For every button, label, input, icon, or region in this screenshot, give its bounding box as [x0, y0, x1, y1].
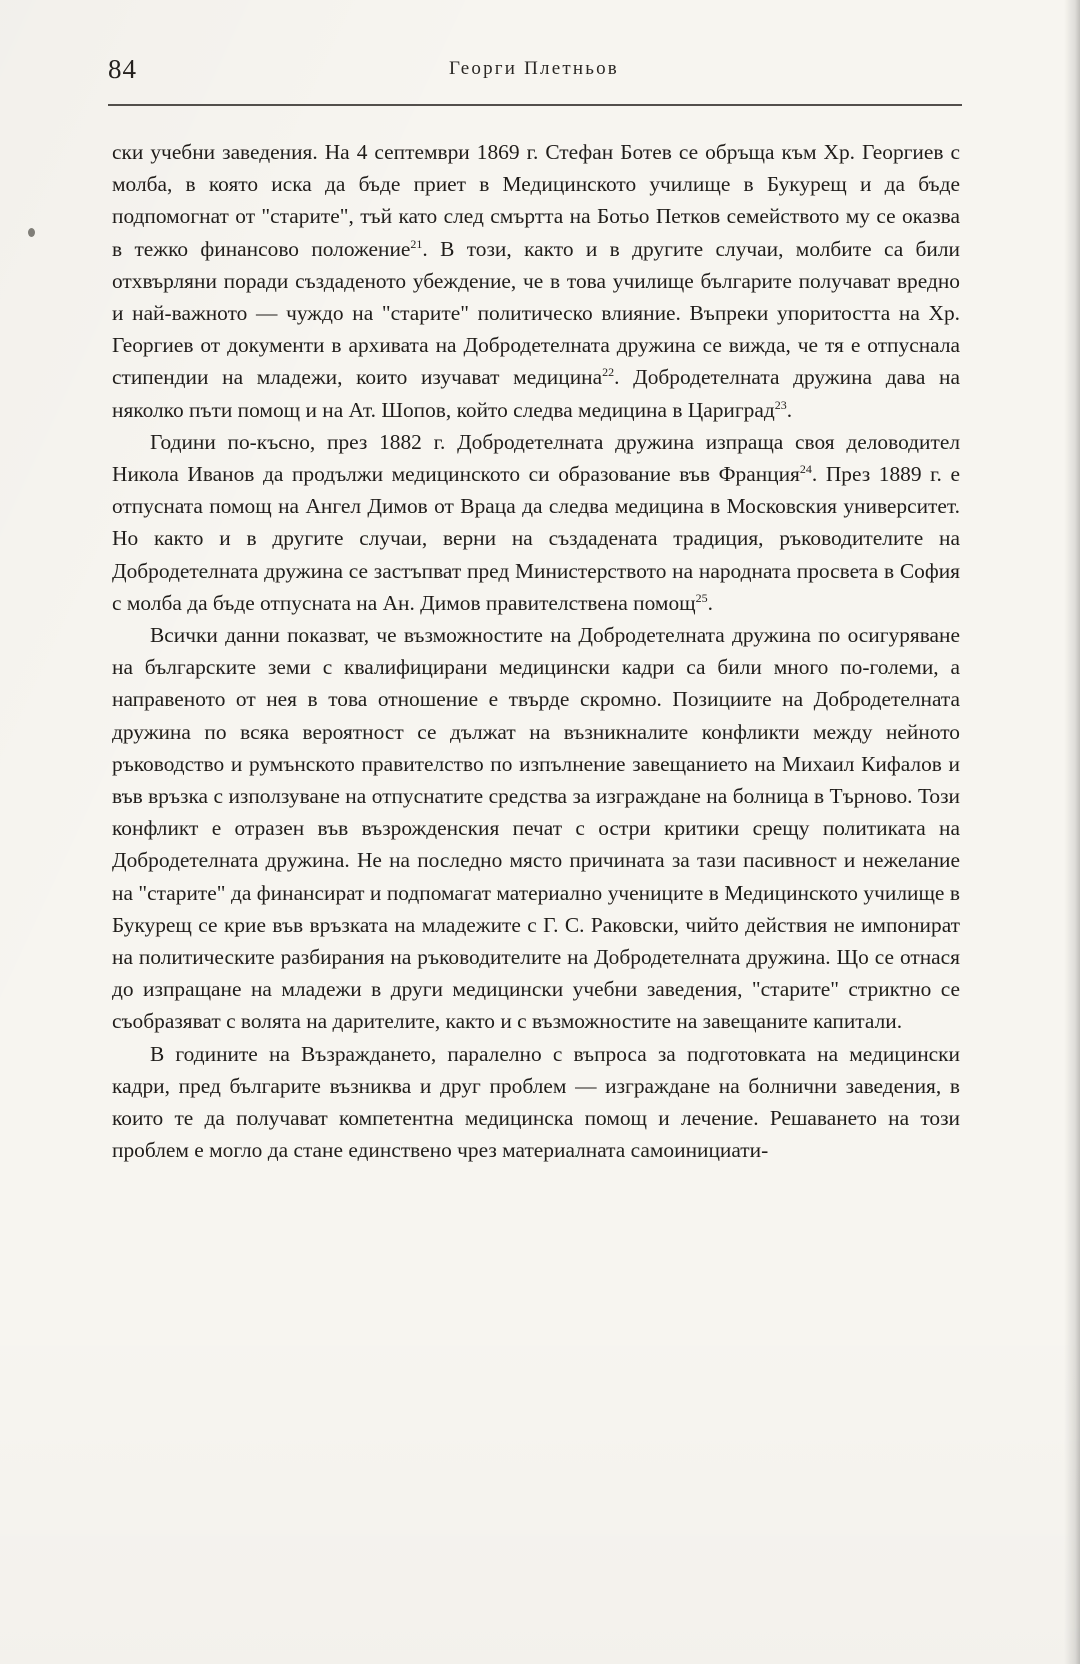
text-run: В годините на Възраждането, паралелно с въпроса за подготовката на медицински кадри, пред българите възниква и друг проблем — изграждане на болнични заведения, в които те да получават компетентна медицинска помощ и лечение. Решаването на този проблем е могло да стане единствено чрез материалната самоинициати-	[112, 1041, 960, 1163]
footnote-marker: 21	[410, 236, 423, 251]
paragraph	[112, 1038, 960, 1167]
text-run: . Добродетелната дружина дава на няколко пъти помощ и на Ат. Шопов, който следва медицина в Цариград	[112, 365, 961, 422]
text-run: . През 1889 г. е отпусната помощ на Ангел Димов от Враца да следва медицина в Московския университет. Но както и в другите случаи, верни на създадената традиция, ръководителите на Добродетелната дружина се застъпват пред Министерството на народната просвета в София с молба да бъде отпусната на Ан. Димов правителствена помощ	[112, 462, 960, 615]
body-text	[112, 136, 960, 1167]
running-title: Георги Плетньов	[449, 58, 619, 79]
text-run: ски учебни заведения. На 4 септември 1869 г. Стефан Ботев се обръща към Хр. Георгиев с молба, в която иска да бъде приет в Медицинското училище в Букурещ и да бъде подпомогнат от "старите", тъй като след смъртта на Ботьо Петков семейството му се оказва в тежко финансово положение	[112, 140, 960, 261]
page-blemish	[28, 228, 35, 237]
paragraph	[112, 619, 960, 1038]
text-run: Всички данни показват, че възможностите на Добродетелната дружина по осигуряване на българските земи с квалифицирани медицински кадри са били много по-големи, а направеното от нея в това отношение е твърде скромно. Позициите на Добродетелната дружина по всяка вероятност се дължат на възникналите конфликти между нейното ръководство и румънското правителство по изпълнение завещанието на Михаил Кифалов и във връзка с използуване на отпуснатите средства за изграждане на болница в Търново. Този конфликт е отразен във възрожденския печат с остри критики срещу политиката на Добродетелната дружина. Не на последно място причината за тази пасивност и нежелание на "старите" да финансират и подпомагат материално учениците в Медицинското училище в Букурещ се крие във връзката на младежите с Г. С. Раковски, чийто действия не импонират на политическите разбирания на ръководителите на Добродетелната дружина. Що се отнася до изпращане на младежи в други медицински учебни заведения, "старите" стриктно се съобразяват с волята на дарителите, както и с възможностите на завещаните капитали.	[112, 623, 960, 1034]
text-run: .	[786, 397, 793, 422]
footnote-marker: 24	[799, 461, 812, 476]
text-run: . В този, както и в другите случаи, молбите са били отхвърляни поради създаденото убеждение, че в това училище българите получават вредно и най-важното — чуждо на "старите" политическо влияние. Въпреки упоритостта на Хр. Георгиев от документи в архивата на Добродетелната дружина се вижда, че тя е отпуснала стипендии на младежи, които изучават медицина	[112, 236, 960, 390]
footnote-marker: 22	[602, 365, 615, 380]
paragraph	[112, 426, 960, 619]
text-run: .	[707, 590, 713, 615]
footnote-marker: 23	[774, 397, 787, 412]
header-rule	[108, 104, 962, 106]
footnote-marker: 25	[695, 590, 708, 605]
page-number: 84	[108, 54, 137, 84]
page-edge-shadow	[1064, 0, 1080, 1664]
text-run: Години по-късно, през 1882 г. Добродетелната дружина изпраща своя деловодител Никола Иванов да продължи медицинското си образование във Франция	[112, 429, 960, 487]
paragraph	[112, 136, 960, 426]
page-header	[108, 54, 960, 96]
